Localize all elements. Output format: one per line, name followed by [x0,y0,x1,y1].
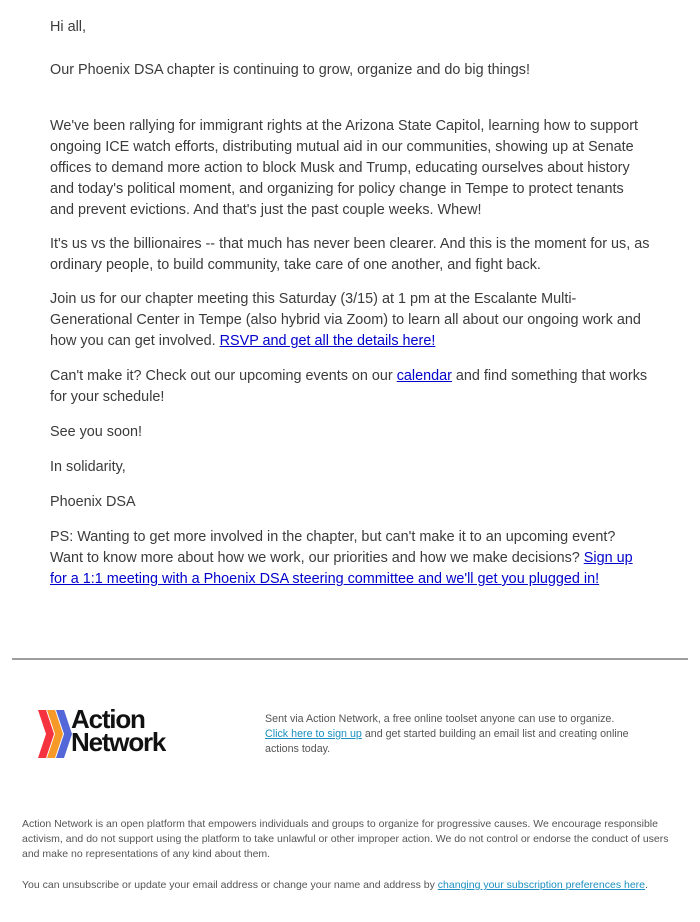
see-you-soon: See you soon! [50,424,143,440]
signup-after-text: and get started building an email list and creating online actions today. [265,728,629,755]
logo-wordmark [71,704,166,757]
sent-via-notice [265,712,635,757]
closing-solidarity: In solidarity, [50,459,126,475]
unsub-after-text: . [645,879,648,891]
ps-paragraph [50,527,650,590]
rallying-paragraph: We've been rallying for immigrant rights at the Arizona State Capitol, learning how to support ongoing ICE watch efforts, distributing mutual aid in our communities, showing up at Senate offices to demand more action to block Musk and Trump, educating ourselves about history and today's political moment, and organizing for policy change in Tempe to protect tenants and prevent evictions. And that's just the past couple weeks. Whew! [50,118,639,218]
signature: Phoenix DSA [50,494,136,510]
logo-word-action: Action [71,704,145,734]
unsub-text: You can unsubscribe or update your email address or change your name and address by [22,879,438,891]
logo-chevrons-icon [38,710,72,758]
platform-disclaimer: Action Network is an open platform that empowers individuals and groups to organize for progressive causes. We encourage responsible activism, and do not support using the platform to take unlawful or other improper action. We do not control or endorse the conduct of users and make no representations of any kind about them. [22,818,669,860]
calendar-link[interactable]: calendar [396,368,452,384]
calendar-text-after: and find something that works for your schedule! [50,368,648,405]
meeting-paragraph [50,289,650,352]
one-on-one-signup-link[interactable]: Sign up for a 1:1 meeting with a Phoenix DSA steering committee and we'll get you plugged in! [50,550,633,587]
rsvp-link[interactable]: RSVP and get all the details here! [219,333,436,349]
calendar-paragraph [50,366,650,408]
meeting-text: Join us for our chapter meeting this Saturday (3/15) at 1 pm at the Escalante Multi-Generational Center in Tempe (also hybrid via Zoom) to learn all about our ongoing work and how you can get involved. [50,291,641,349]
signup-link[interactable]: Click here to sign up [265,728,362,740]
sent-via-text: Sent via Action Network, a free online toolset anyone can use to organize. [265,713,615,725]
calendar-text-before: Can't make it? Check out our upcoming events on our [50,368,397,384]
ps-text: PS: Wanting to get more involved in the chapter, but can't make it to an upcoming event? Want to know more about how we work, our priorities and how we make decisions? [50,529,616,566]
greeting: Hi all, [50,19,86,35]
email-body [50,17,650,590]
intro-paragraph: Our Phoenix DSA chapter is continuing to grow, organize and do big things! [50,62,530,78]
action-network-logo[interactable] [38,704,198,760]
footer-divider [12,658,688,660]
unsubscribe-notice [22,878,692,893]
subscription-preferences-link[interactable]: changing your subscription preferences here [437,879,646,891]
logo-word-network: Network [71,727,166,757]
billionaires-paragraph: It's us vs the billionaires -- that much has never been clearer. And this is the moment for us, as ordinary people, to build community, take care of one another, and fight back. [50,236,650,273]
